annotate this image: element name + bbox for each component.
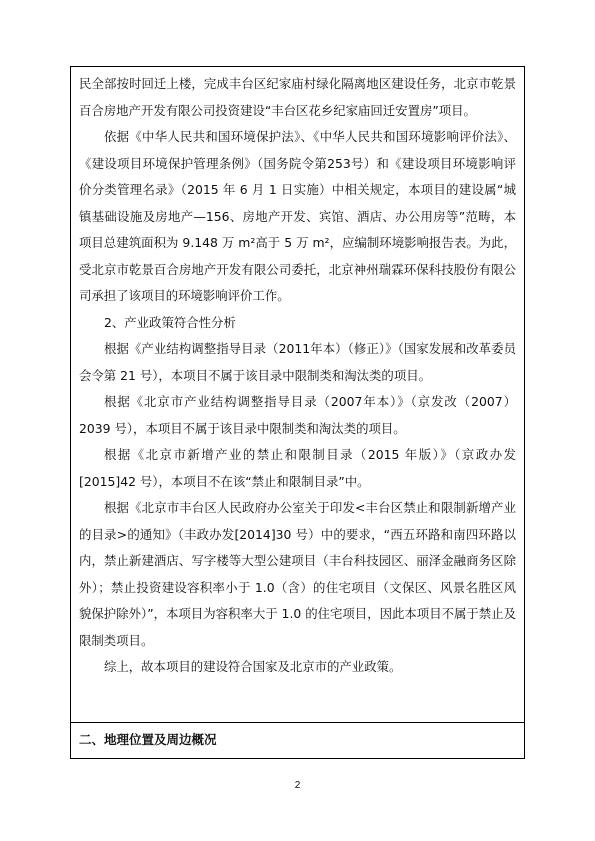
paragraph-3: 根据《产业结构调整指导目录（2011年本）（修正）》（国家发展和改革委员会令第 21 号），本项目不属于该目录中限制类和淘汰类的项目。 [79, 341, 516, 383]
content-frame [70, 66, 525, 759]
paragraph-4: 根据《北京市产业结构调整指导目录（2007年本）》（京发改（2007）2039 号），本项目不属于该目录中限制类和淘汰类的项目。 [79, 394, 516, 436]
page-number: 2 [294, 780, 301, 791]
body-text [79, 71, 516, 681]
paragraph-6: 根据《北京市丰台区人民政府办公室关于印发<丰台区禁止和限制新增产业的目录>的通知》（丰政办发[2014]30 号）中的要求，“西五环路和南四环路以内，禁止新建酒店、写字楼等大型公建项目（丰台科技园区、丽泽金融商务区除外）；禁止投资建设容积率小于 1.0（含）的住宅项目（文保区、风景名胜区风貌保护除外）”，本项目为容积率大于 1.0 的住宅项目，因此本项目不属于禁止及限制类项目。 [79, 500, 516, 648]
paragraph-7: 综上，故本项目的建设符合国家及北京市的产业政策。 [104, 659, 402, 674]
section-heading: 二、地理位置及周边概况 [79, 732, 217, 747]
paragraph-1: 民全部按时回迁上楼，完成丰台区纪家庙村绿化隔离地区建设任务，北京市乾景百合房地产开发有限公司投资建设“丰台区花乡纪家庙回迁安置房”项目。 [79, 76, 516, 118]
section-divider [71, 722, 524, 723]
paragraph-5: 根据《北京市新增产业的禁止和限制目录（2015 年版）》（京政办发[2015]42 号），本项目不在该“禁止和限制目录”中。 [79, 447, 516, 489]
paragraph-2: 依据《中华人民共和国环境保护法》、《中华人民共和国环境影响评价法》、《建设项目环境保护管理条例》（国务院令第253号）和《建设项目环境影响评价分类管理名录》（2015 年 6 月 1 日实施）中相关规定，本项目的建设属“城镇基础设施及房地产—156、房地产开发、宾馆、酒店、办公用房等”范畴，本项目总建筑面积为 9.148 万 m²高于 5 万 m²，应编制环境影响报告表。为此，受北京市乾景百合房地产开发有限公司委托，北京神州瑞霖环保科技股份有限公司承担了该项目的环境影响评价工作。 [79, 129, 516, 303]
subsection-title: 2、产业政策符合性分析 [104, 314, 236, 330]
